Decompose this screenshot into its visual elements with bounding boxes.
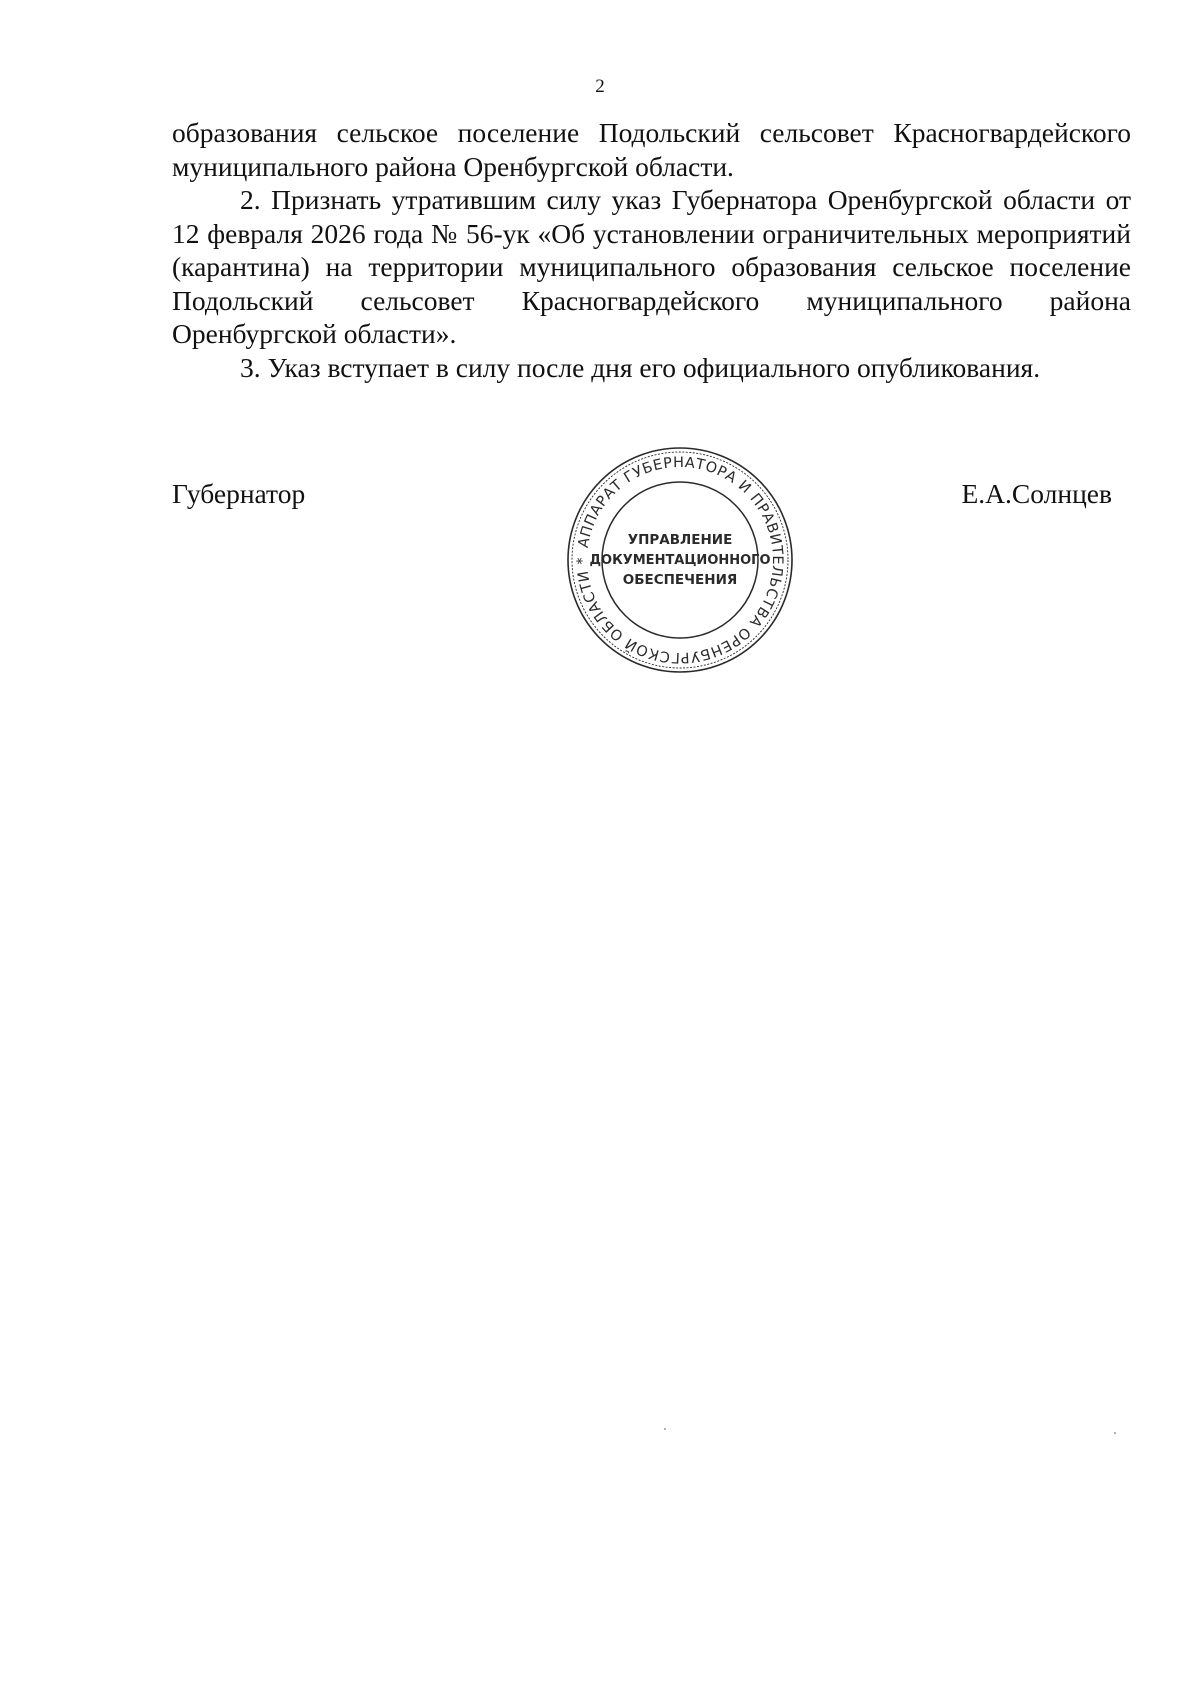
scan-speck — [664, 1428, 666, 1430]
paragraph-item-2: 2. Признать утратившим силу указ Губернатора Оренбургской области от 12 февраля 2026 года № 56-ук «Об установлении ограничительных мероприятий (карантина) на территории муниципального образования сельское поселение Подольский сельсовет Красногвардейского муниципального района Оренбургской области». — [172, 184, 1131, 349]
scan-speck — [1114, 1432, 1116, 1434]
body-text — [172, 116, 1131, 384]
seal-center-line-2: ДОКУМЕНТАЦИОННОГО — [589, 553, 771, 568]
page-number: 2 — [595, 76, 605, 97]
seal-center-line-3: ОБЕСПЕЧЕНИЯ — [622, 572, 738, 588]
paragraph-item-3: 3. Указ вступает в силу после дня его официального опубликования. — [240, 351, 1041, 383]
seal-center-line-1: УПРАВЛЕНИЕ — [627, 532, 733, 548]
signature-title: Губернатор — [172, 478, 306, 509]
official-seal — [560, 440, 800, 680]
paragraph-continuation: образования сельское поселение Подольский сельсовет Красногвардейского муниципального района Оренбургской области. — [172, 117, 1131, 182]
signature-name: Е.А.Солнцев — [961, 478, 1112, 509]
seal-outer-text: АППАРАТ ГУБЕРНАТОРА И ПРАВИТЕЛЬСТВА ОРЕНБУРГСКОЙ ОБЛАСТИ * — [574, 454, 786, 666]
